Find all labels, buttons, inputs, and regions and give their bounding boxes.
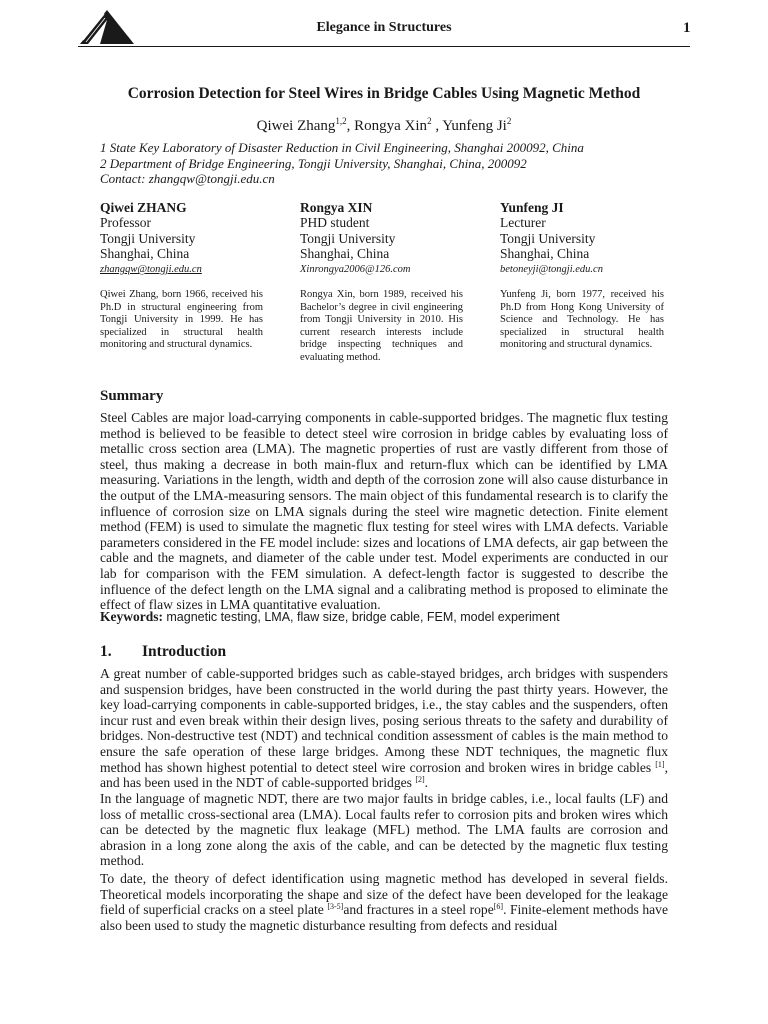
author-card-position: Professor xyxy=(100,215,151,231)
author-name: Rongya Xin xyxy=(354,118,428,134)
section-title: Introduction xyxy=(142,643,227,660)
citation: [6] xyxy=(493,902,504,912)
paragraph-text: . Finite-element methods have also been used to study the magnetic disturbance resulting from defects and residual xyxy=(100,902,668,933)
introduction-heading xyxy=(100,643,226,661)
author-card-email: Xinrongya2006@126.com xyxy=(300,264,411,276)
intro-paragraph-1 xyxy=(100,666,668,791)
author-card-name: Yunfeng JI xyxy=(500,200,564,215)
intro-paragraph-2: In the language of magnetic NDT, there are two major faults in bridge cables, i.e., local faults (LF) and loss of metallic cross-sectional area (LMA). Local faults refer to corrosion pits and broken wires which can be detected by the magnetic flux leakage (MFL) method. The LMA faults are corrosion and abrasion in a long zone along the axis of the cable, and can be detected by the magnetic flux testing method. xyxy=(100,791,668,869)
paragraph-text: A great number of cable-supported bridges such as cable-stayed bridges, arch bridges with suspenders and suspension bridges, have been constructed in the world during the past thirty years. However, the key load-carrying components in cable-supported bridges, i.e., the stay cables and the suspenders, often incur rust and even break within their design lives, posing serious threats to the safety and durability of bridges. Non-destructive test (NDT) and technical condition assessment of cables is the main method to ensure the safe operation of these large bridges. Among these NDT techniques, the magnetic flux method has shown highest potential to detect steel wire corrosion and broken wires in bridge cables xyxy=(100,666,668,775)
citation: [2] xyxy=(415,775,425,785)
keywords-value: magnetic testing, LMA, flaw size, bridge cable, FEM, model experiment xyxy=(166,610,560,624)
author-name: Yunfeng Ji xyxy=(442,118,507,134)
author-card xyxy=(100,200,263,352)
author-sup: 1,2 xyxy=(335,116,347,126)
summary-heading: Summary xyxy=(100,388,164,404)
author-card-email[interactable]: zhangqw@tongji.edu.cn xyxy=(100,264,202,276)
keywords-line xyxy=(100,609,560,625)
author-name: Qiwei Zhang xyxy=(256,118,336,134)
author-card-position: PHD student xyxy=(300,215,370,231)
page-number: 1 xyxy=(683,20,691,36)
contact-line: Contact: zhangqw@tongji.edu.cn xyxy=(100,171,275,186)
author-card xyxy=(500,200,664,352)
section-number: 1. xyxy=(100,643,112,660)
author-card-bio: Rongya Xin, born 1989, received his Bachelor’s degree in civil engineering from Tongji University in 2010. His current research interests include bridge inspecting techniques and evaluating method. xyxy=(300,289,463,363)
author-card-institution: Tongji University xyxy=(300,230,396,246)
author-card-location: Shanghai, China xyxy=(500,245,590,261)
author-card-email: betoneyji@tongji.edu.cn xyxy=(500,264,603,276)
author-card-location: Shanghai, China xyxy=(100,245,190,261)
paragraph-text: , and has been used in the NDT of cable-supported bridges xyxy=(100,759,668,791)
author-sup: 2 xyxy=(427,116,432,126)
keywords-label: Keywords: xyxy=(100,609,163,624)
author-card-name: Rongya XIN xyxy=(300,200,373,215)
intro-paragraph-3 xyxy=(100,871,668,933)
author-line xyxy=(0,118,768,135)
author-card-location: Shanghai, China xyxy=(300,245,390,261)
author-card-position: Lecturer xyxy=(500,215,546,231)
affiliation-2: 2 Department of Bridge Engineering, Tongji University, Shanghai, China, 200092 xyxy=(100,155,527,171)
author-separator: , xyxy=(346,118,355,134)
paragraph-text: . xyxy=(424,775,429,791)
summary-text: Steel Cables are major load-carrying components in cable-supported bridges. The magnetic flux testing method is believed to be feasible to detect steel wire corrosion in bridge cables by evaluating loss of metallic cross section area (LMA). The magnetic properties of rust are vastly different from those of steel, thus making a decrease in both main-flux and return-flux which can be identified by LMA measuring. Variations in the length, width and depth of the corrosion zone will also cause disturbance in the output of the LMA-measuring sensors. The main object of this fundamental research is to clarify the influence of corrosion size on LMA signals during the steel wire magnetic detection. Finite element method (FEM) is used to simulate the magnetic flux testing for steel wires with LMA defects. Variable parameters considered in the FE model include: sizes and locations of LMA defects, air gap between the cable and the magnets, and diameter of the cable under test. Model experiments are conducted in our lab for comparison with the FEM simulation. A defect-length factor is suggested to describe the influence of the defect length on the LMA signal and a calibrating method is proposed to eliminate the effect of flaw sizes in LMA quantitative evaluation. xyxy=(100,410,668,613)
citation: [1] xyxy=(655,759,665,769)
paragraph-text: and fractures in a steel rope xyxy=(343,902,494,918)
affiliations xyxy=(100,140,700,187)
author-card-bio: Qiwei Zhang, born 1966, received his Ph.D in structural engineering from Tongji University in 1999. He has specialized in structural health monitoring and structural dynamics. xyxy=(100,289,263,351)
paragraph-text: To date, the theory of defect identification using magnetic method has developed in several fields. Theoretical models incorporating the shape and size of the defect have been developed for the leakage field of superficial cracks on a steel plate xyxy=(100,871,668,918)
paper-title: Corrosion Detection for Steel Wires in Bridge Cables Using Magnetic Method xyxy=(127,85,641,102)
author-separator: , xyxy=(431,118,443,134)
author-card-institution: Tongji University xyxy=(100,230,196,246)
journal-title: Elegance in Structures xyxy=(316,20,452,35)
citation: [3-5] xyxy=(327,902,344,912)
author-card-bio: Yunfeng Ji, born 1977, received his Ph.D from Hong Kong University of Science and Technology. He has specialized in structural health monitoring and structural dynamics. xyxy=(500,289,664,351)
author-sup: 2 xyxy=(506,116,512,126)
header-divider xyxy=(78,46,690,47)
affiliation-1: 1 State Key Laboratory of Disaster Reduction in Civil Engineering, Shanghai 200092, China xyxy=(100,140,584,155)
author-card-institution: Tongji University xyxy=(500,230,596,246)
author-card xyxy=(300,200,463,364)
author-card-name: Qiwei ZHANG xyxy=(100,200,187,215)
